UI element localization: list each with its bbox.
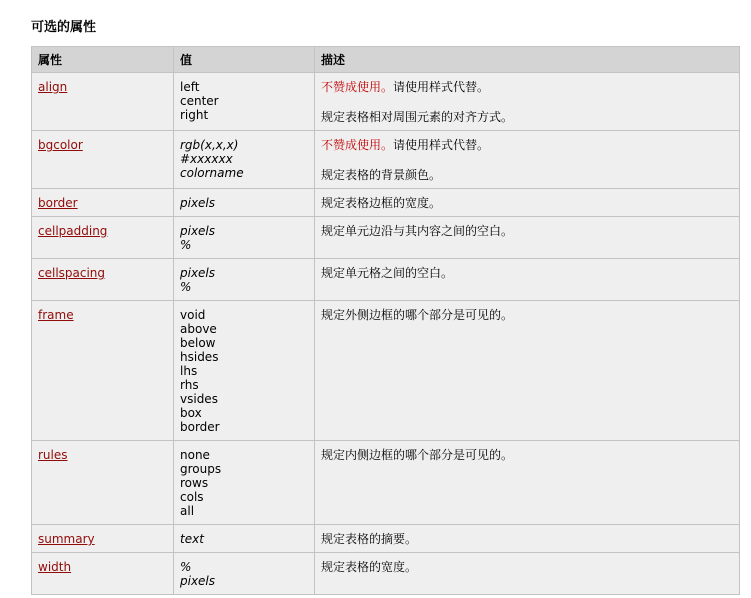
description-cell (315, 189, 740, 217)
value-item: pixels (180, 224, 216, 238)
attributes-table (31, 46, 740, 595)
table-row (32, 73, 740, 131)
table-body (32, 73, 740, 595)
deprecated-label: 不赞成使用。 (321, 80, 394, 94)
attribute-cell (32, 259, 174, 301)
table-header-row (32, 47, 740, 73)
value-item: all (180, 504, 195, 518)
description-cell (315, 525, 740, 553)
value-item: % (180, 280, 192, 294)
description-cell (315, 131, 740, 189)
value-item: void (180, 308, 206, 322)
description-text: 规定单元边沿与其内容之间的空白。 (321, 224, 514, 238)
value-item: left (180, 80, 200, 94)
table-row (32, 131, 740, 189)
value-item: none (180, 448, 210, 462)
attribute-cell (32, 131, 174, 189)
value-item: #xxxxxx (180, 152, 233, 166)
attribute-link-frame[interactable]: frame (38, 308, 74, 322)
attribute-cell (32, 189, 174, 217)
value-item: rhs (180, 378, 199, 392)
value-item: pixels (180, 266, 216, 280)
value-item: pixels (180, 196, 216, 210)
description-cell (315, 259, 740, 301)
description-cell (315, 73, 740, 131)
description-text: 规定单元格之间的空白。 (321, 266, 454, 280)
value-cell (174, 73, 315, 131)
deprecation-note (321, 80, 733, 94)
description-text: 规定表格的摘要。 (321, 532, 418, 546)
value-item: % (180, 560, 192, 574)
deprecated-advice: 请使用样式代替。 (393, 80, 490, 94)
table-row (32, 259, 740, 301)
table-row (32, 525, 740, 553)
value-item: rgb(x,x,x) (180, 138, 239, 152)
description-cell (315, 441, 740, 525)
description-text: 规定表格的背景颜色。 (321, 168, 442, 182)
attribute-link-align[interactable]: align (38, 80, 68, 94)
attribute-cell (32, 73, 174, 131)
value-item: border (180, 420, 220, 434)
table-row (32, 301, 740, 441)
attribute-link-border[interactable]: border (38, 196, 78, 210)
description-text: 规定表格相对周围元素的对齐方式。 (321, 110, 514, 124)
value-cell (174, 553, 315, 595)
description-cell (315, 301, 740, 441)
deprecated-label: 不赞成使用。 (321, 138, 394, 152)
value-item: below (180, 336, 216, 350)
value-cell (174, 131, 315, 189)
value-item: lhs (180, 364, 198, 378)
attribute-link-rules[interactable]: rules (38, 448, 68, 462)
value-cell (174, 217, 315, 259)
value-item: colorname (180, 166, 244, 180)
description-cell (315, 553, 740, 595)
value-item: text (180, 532, 204, 546)
attribute-cell (32, 217, 174, 259)
value-cell (174, 525, 315, 553)
deprecated-advice: 请使用样式代替。 (393, 138, 490, 152)
value-cell (174, 259, 315, 301)
description-text: 规定表格的宽度。 (321, 560, 418, 574)
header-value: 值 (174, 47, 315, 73)
value-item: above (180, 322, 217, 336)
deprecation-note (321, 138, 733, 152)
attribute-cell (32, 441, 174, 525)
section-heading: 可选的属性 (31, 20, 97, 35)
table-row (32, 189, 740, 217)
value-item: right (180, 108, 209, 122)
value-cell (174, 189, 315, 217)
table-row (32, 441, 740, 525)
value-cell (174, 301, 315, 441)
table-row (32, 553, 740, 595)
attribute-link-width[interactable]: width (38, 560, 72, 574)
value-item: center (180, 94, 219, 108)
value-item: box (180, 406, 202, 420)
attribute-link-bgcolor[interactable]: bgcolor (38, 138, 83, 152)
attribute-link-summary[interactable]: summary (38, 532, 95, 546)
header-description: 描述 (315, 47, 740, 73)
attribute-link-cellspacing[interactable]: cellspacing (38, 266, 106, 280)
header-attribute: 属性 (32, 47, 174, 73)
attribute-link-cellpadding[interactable]: cellpadding (38, 224, 108, 238)
attribute-cell (32, 525, 174, 553)
description-cell (315, 217, 740, 259)
value-cell (174, 441, 315, 525)
description-text: 规定外侧边框的哪个部分是可见的。 (321, 308, 514, 322)
table-row (32, 217, 740, 259)
value-item: pixels (180, 574, 216, 588)
description-text: 规定内侧边框的哪个部分是可见的。 (321, 448, 514, 462)
value-item: cols (180, 490, 204, 504)
value-item: vsides (180, 392, 218, 406)
value-item: % (180, 238, 192, 252)
attribute-cell (32, 553, 174, 595)
value-item: hsides (180, 350, 219, 364)
description-text: 规定表格边框的宽度。 (321, 196, 442, 210)
value-item: groups (180, 462, 222, 476)
value-item: rows (180, 476, 209, 490)
attribute-cell (32, 301, 174, 441)
